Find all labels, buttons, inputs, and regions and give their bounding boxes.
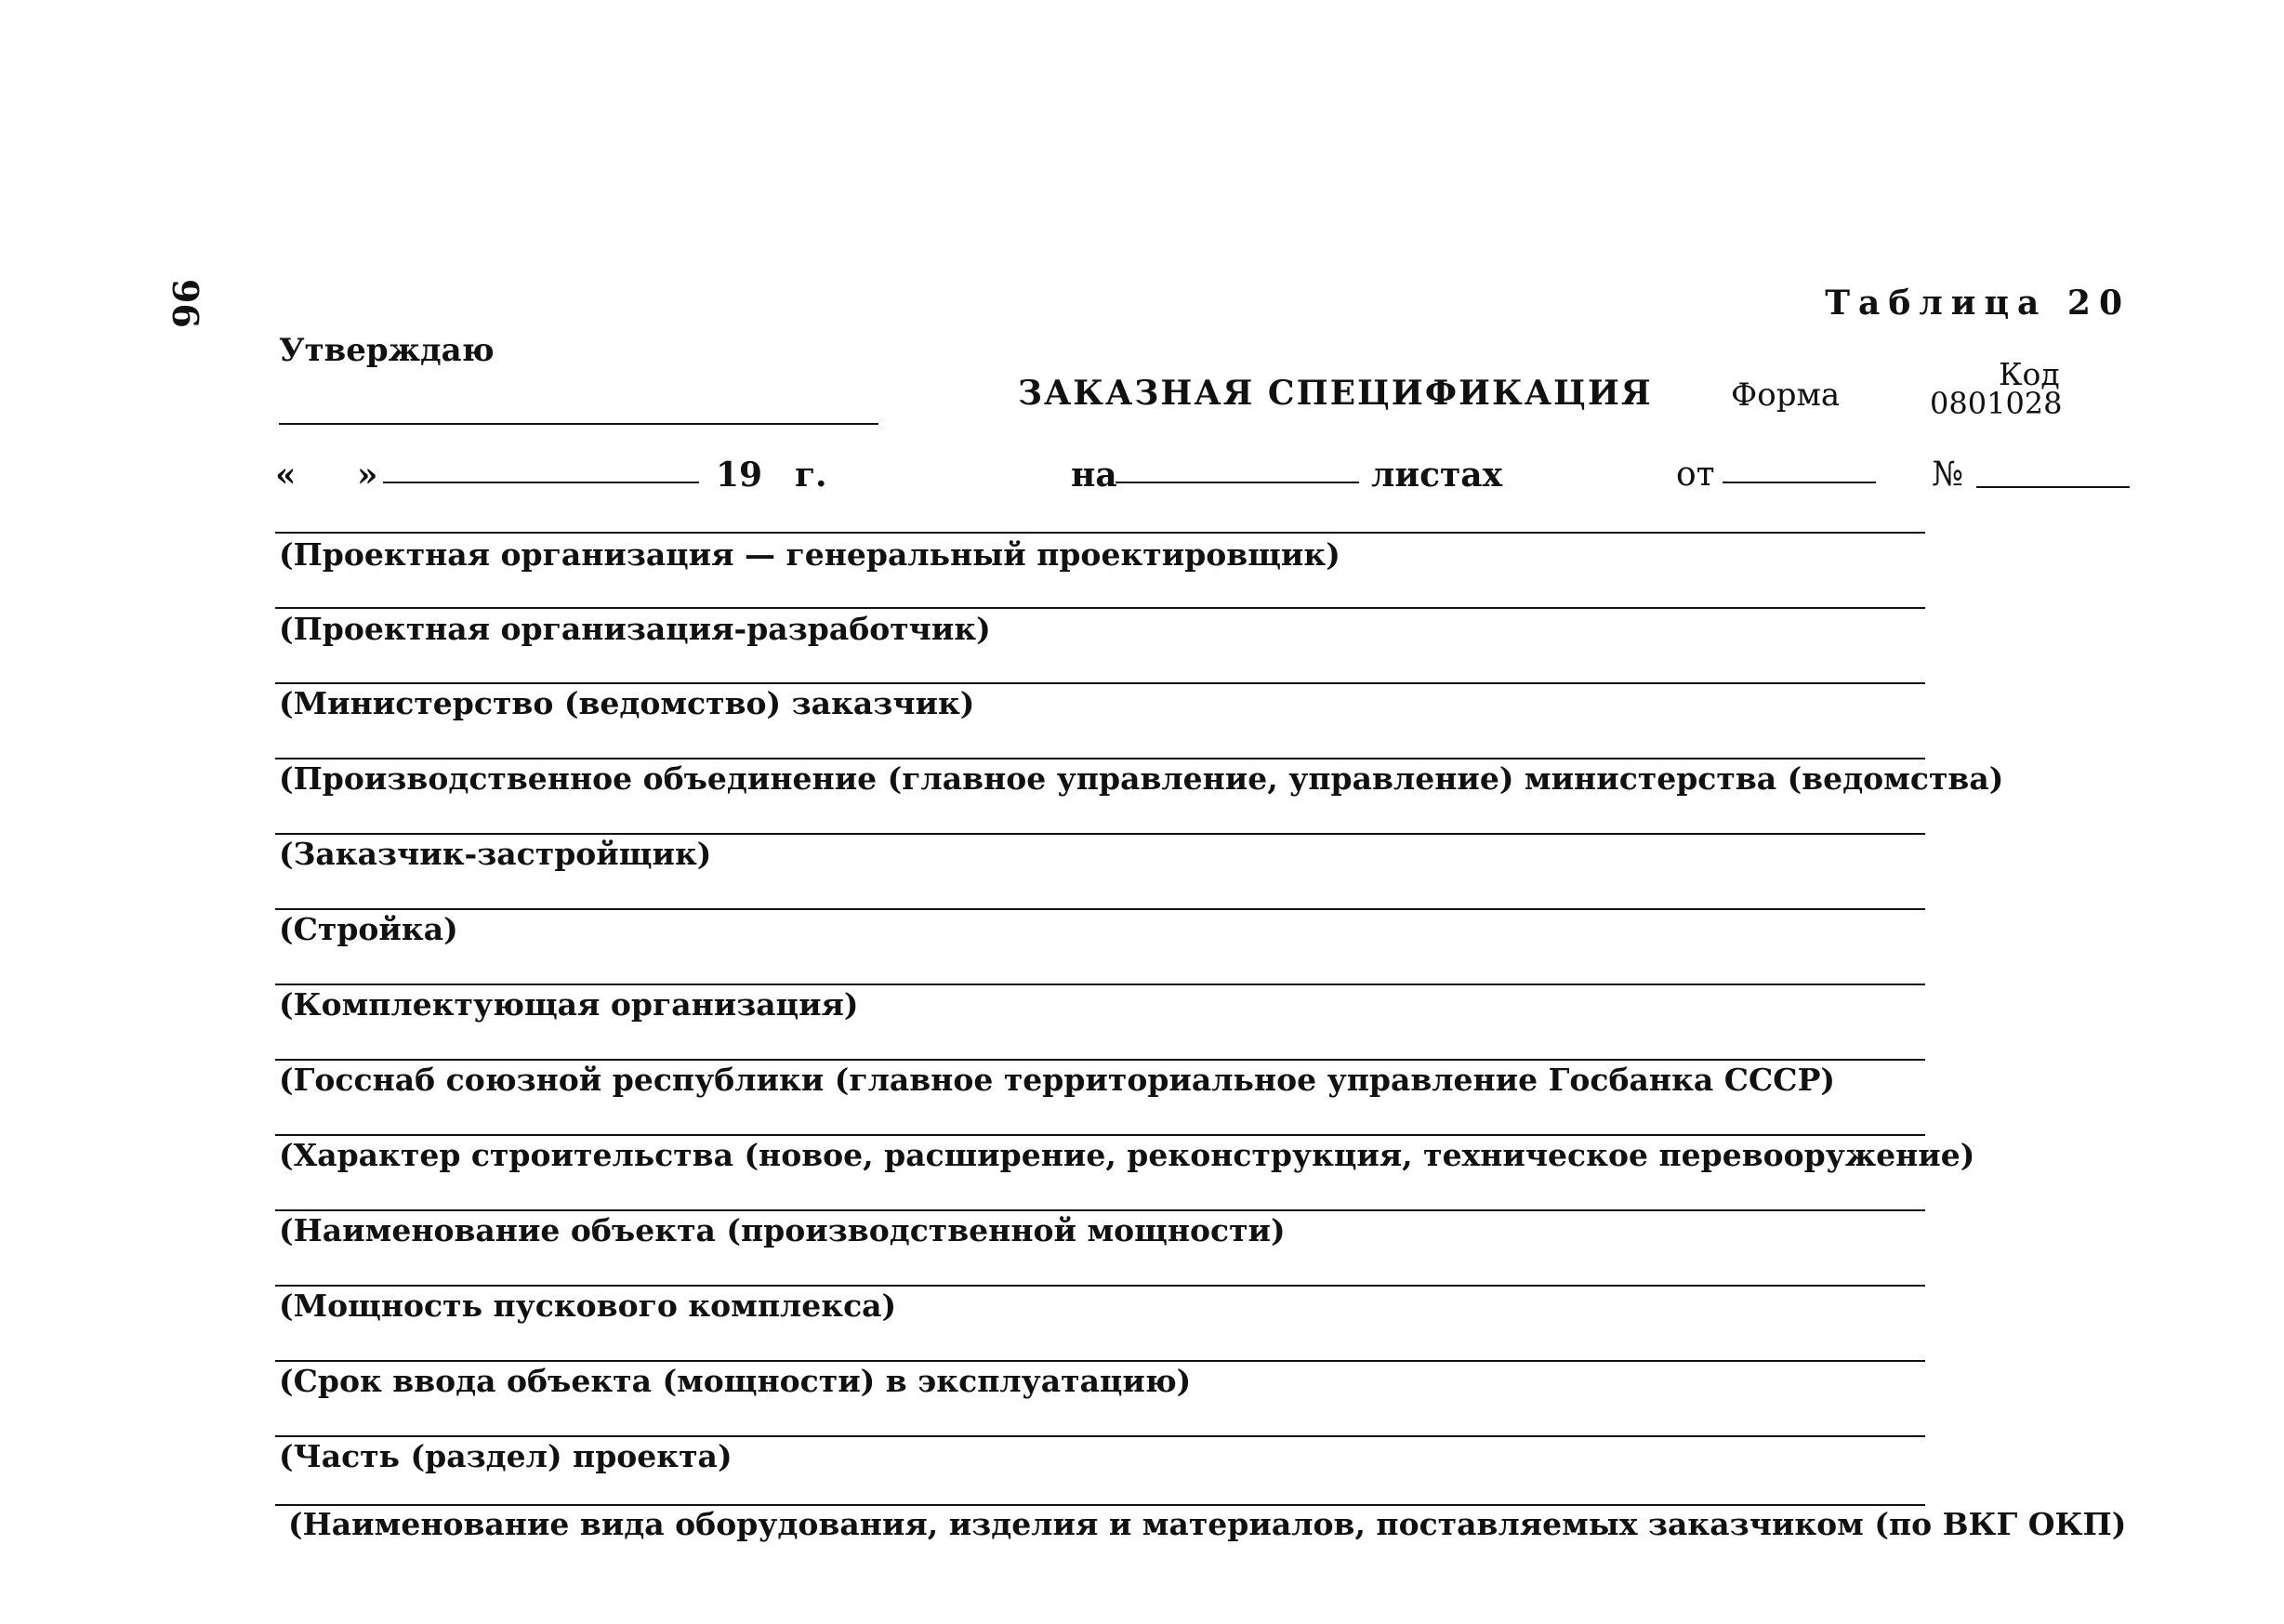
date-blank[interactable] bbox=[383, 482, 699, 483]
field-line[interactable] bbox=[275, 758, 1925, 759]
field-line[interactable] bbox=[275, 1285, 1925, 1287]
document-title: ЗАКАЗНАЯ СПЕЦИФИКАЦИЯ bbox=[1018, 374, 1653, 413]
year-prefix: 19 bbox=[716, 456, 763, 495]
field-line[interactable] bbox=[275, 607, 1925, 609]
number-blank[interactable] bbox=[1976, 486, 2130, 488]
field-line[interactable] bbox=[275, 1360, 1925, 1362]
field-caption: (Наименование вида оборудования, изделия и материалов, поставляемых заказчиком (по ВКГ ОКП) bbox=[288, 1506, 2127, 1542]
field-caption: (Мощность пускового комплекса) bbox=[279, 1287, 897, 1324]
page-number: 96 bbox=[165, 279, 206, 328]
sheets-label: листах bbox=[1371, 456, 1503, 495]
approve-signature-line[interactable] bbox=[279, 423, 878, 425]
quote-open: « bbox=[275, 456, 297, 495]
approve-label: Утверждаю bbox=[279, 332, 495, 369]
from-label: от bbox=[1676, 456, 1715, 494]
year-suffix: г. bbox=[795, 456, 827, 495]
field-line[interactable] bbox=[275, 1134, 1925, 1136]
field-line[interactable] bbox=[275, 682, 1925, 684]
field-caption: (Госснаб союзной республики (главное территориальное управление Госбанка СССР) bbox=[279, 1062, 1835, 1098]
field-line[interactable] bbox=[275, 532, 1925, 534]
field-line[interactable] bbox=[275, 833, 1925, 835]
from-date-blank[interactable] bbox=[1723, 482, 1876, 483]
sheets-count-blank[interactable] bbox=[1116, 482, 1359, 483]
field-caption: (Срок ввода объекта (мощности) в эксплуатацию) bbox=[279, 1363, 1192, 1399]
field-line[interactable] bbox=[275, 984, 1925, 985]
field-line[interactable] bbox=[275, 1209, 1925, 1211]
field-line[interactable] bbox=[275, 1435, 1925, 1437]
field-caption: (Заказчик-застройщик) bbox=[279, 836, 712, 872]
field-caption: (Характер строительства (новое, расширение, реконструкция, техническое перевооружение) bbox=[279, 1137, 1975, 1173]
field-caption: (Министерство (ведомство) заказчик) bbox=[279, 685, 975, 721]
code-label: Код bbox=[1999, 356, 2060, 392]
code-value: 0801028 bbox=[1930, 386, 2063, 421]
table-label: Таблица 20 bbox=[1825, 284, 2131, 323]
field-line[interactable] bbox=[275, 908, 1925, 910]
form-label: Форма bbox=[1731, 376, 1841, 414]
field-caption: (Стройка) bbox=[279, 911, 458, 947]
quote-close: » bbox=[357, 456, 378, 495]
field-caption: (Производственное объединение (главное управление, управление) министерства (ведомства) bbox=[279, 760, 2004, 797]
na-label: на bbox=[1071, 456, 1117, 495]
field-caption: (Проектная организация — генеральный проектировщик) bbox=[279, 536, 1340, 573]
field-caption: (Проектная организация-разработчик) bbox=[279, 611, 991, 647]
field-line[interactable] bbox=[275, 1059, 1925, 1061]
number-label: № bbox=[1932, 456, 1964, 494]
field-caption: (Комплектующая организация) bbox=[279, 986, 859, 1023]
field-caption: (Наименование объекта (производственной мощности) bbox=[279, 1212, 1286, 1248]
field-caption: (Часть (раздел) проекта) bbox=[279, 1438, 733, 1474]
